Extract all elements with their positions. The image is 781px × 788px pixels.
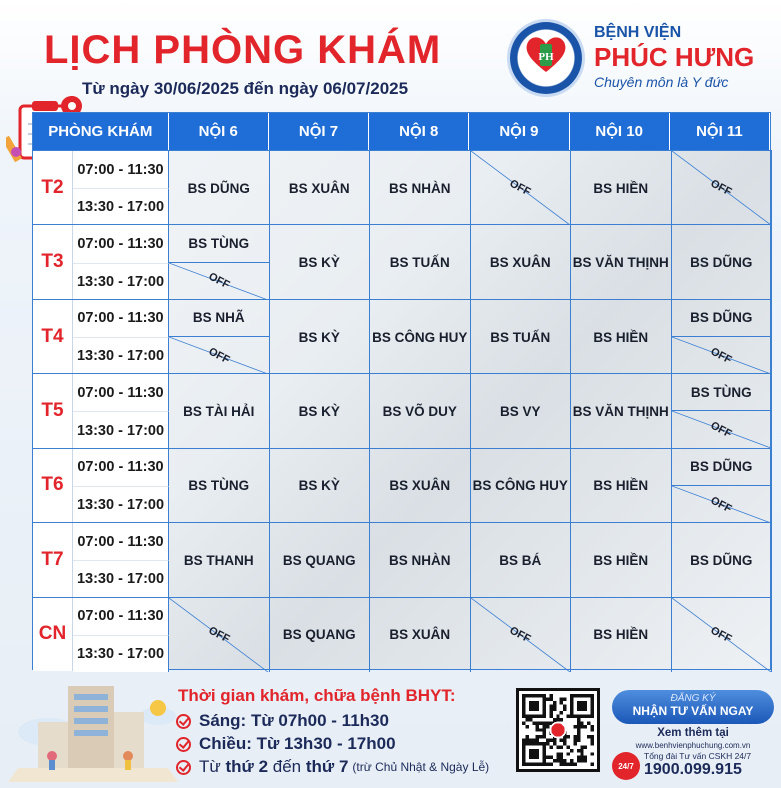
doctor-cell: BS DŨNG	[672, 225, 773, 299]
doctor-cell: BS TÙNG	[169, 449, 270, 523]
morning-shift-time: 07:00 - 11:30	[73, 225, 169, 262]
off-cell	[672, 151, 773, 225]
logo-monogram: PH	[538, 51, 554, 63]
off-label: OFF	[708, 494, 734, 515]
doctor-cell: BS NHÀN	[370, 151, 471, 225]
doctor-cell: BS XUÂN	[370, 449, 471, 523]
off-label: OFF	[708, 419, 734, 441]
off-cell	[672, 411, 773, 448]
morning-shift-time: 07:00 - 11:30	[73, 449, 169, 486]
afternoon-shift-time: 13:30 - 17:00	[73, 486, 169, 523]
afternoon-shift-time: 13:30 - 17:00	[73, 635, 169, 672]
doctor-cell: BS XUÂN	[471, 225, 572, 299]
phone-24-7-icon: 24/7	[612, 752, 640, 780]
qr-code[interactable]	[516, 688, 600, 772]
doctor-cell: BS HIỀN	[571, 151, 672, 225]
bhyt-title: Thời gian khám, chữa bệnh BHYT:	[178, 686, 456, 705]
check-circle-icon	[176, 760, 191, 775]
afternoon-shift-time: 13:30 - 17:00	[73, 337, 169, 374]
doctor-cell: BS QUANG	[270, 598, 371, 672]
doctor-cell: BS NHÀN	[370, 523, 471, 597]
day-label: T6	[33, 449, 73, 522]
afternoon-shift-time: 13:30 - 17:00	[73, 263, 169, 300]
morning-shift-time: 07:00 - 11:30	[73, 374, 169, 411]
doctor-cell: BS VÕ DUY	[370, 374, 471, 448]
check-circle-icon	[176, 737, 191, 752]
day-label: T2	[33, 151, 73, 224]
doctor-cell: BS VY	[471, 374, 572, 448]
doctor-cell: BS HIỀN	[571, 300, 672, 374]
doctor-cell: BS NHÃ	[169, 300, 270, 337]
doctor-cell: BS TUẤN	[370, 225, 471, 299]
off-label: OFF	[206, 345, 232, 367]
doctor-cell: BS TÙNG	[672, 374, 773, 411]
off-label: OFF	[708, 177, 734, 199]
website-link[interactable]: www.benhvienphuchung.com.vn	[635, 741, 751, 750]
doctor-cell: BS DŨNG	[672, 449, 773, 486]
logo-name-line1: BỆNH VIỆN	[594, 24, 682, 41]
doctor-cell: BS DŨNG	[672, 300, 773, 337]
doctor-cell: BS QUANG	[270, 523, 371, 597]
doctor-cell: BS CÔNG HUY	[370, 300, 471, 374]
day-label: CN	[33, 598, 73, 671]
page-title: LỊCH PHÒNG KHÁM	[44, 28, 442, 72]
day-row	[33, 224, 772, 298]
day-label: T5	[33, 374, 73, 447]
qr-code-pattern	[522, 694, 594, 766]
register-consultation-button[interactable]: ĐĂNG KÝ NHẬN TƯ VẤN NGAY	[612, 690, 774, 724]
logo-slogan: Chuyên môn là Y đức	[594, 74, 729, 90]
off-label: OFF	[206, 270, 232, 292]
room-header: NỘI 9	[469, 113, 569, 150]
day-row	[33, 299, 772, 373]
day-row	[33, 150, 772, 224]
room-header: NỘI 10	[570, 113, 670, 150]
doctor-cell: BS KỲ	[270, 300, 371, 374]
afternoon-shift-time: 13:30 - 17:00	[73, 560, 169, 597]
table-header-row	[33, 113, 770, 150]
afternoon-shift-time: 13:30 - 17:00	[73, 188, 169, 225]
off-cell	[672, 486, 773, 523]
off-label: OFF	[206, 624, 232, 646]
schedule-table	[32, 112, 771, 670]
morning-shift-time: 07:00 - 11:30	[73, 523, 169, 560]
hospital-logo	[510, 18, 770, 98]
off-label: OFF	[708, 624, 734, 646]
day-label: T3	[33, 225, 73, 298]
doctor-cell: BS THANH	[169, 523, 270, 597]
off-label: OFF	[708, 345, 734, 367]
doctor-cell: BS DŨNG	[169, 151, 270, 225]
bhyt-morning: Sáng: Từ 07h00 - 11h30	[176, 711, 389, 731]
afternoon-shift-time: 13:30 - 17:00	[73, 411, 169, 448]
room-header: NỘI 11	[670, 113, 770, 150]
doctor-cell: BS KỲ	[270, 225, 371, 299]
doctor-cell: BS XUÂN	[370, 598, 471, 672]
room-header: NỘI 8	[369, 113, 469, 150]
header-corner-label: PHÒNG KHÁM	[33, 113, 169, 150]
doctor-cell: BS KỲ	[270, 449, 371, 523]
room-header: NỘI 6	[169, 113, 269, 150]
hospital-building-illustration	[8, 672, 178, 784]
day-label: T7	[33, 523, 73, 596]
day-label: T4	[33, 300, 73, 373]
doctor-cell: BS CÔNG HUY	[471, 449, 572, 523]
doctor-cell: BS HIỀN	[571, 523, 672, 597]
doctor-cell: BS VĂN THỊNH	[571, 225, 672, 299]
bhyt-afternoon: Chiều: Từ 13h30 - 17h00	[176, 734, 396, 754]
off-label: OFF	[507, 177, 533, 199]
check-circle-icon	[176, 714, 191, 729]
heart-logo-icon	[524, 34, 568, 74]
room-header: NỘI 7	[269, 113, 369, 150]
doctor-cell: BS BÁ	[471, 523, 572, 597]
hotline-caption: Tổng đài Tư vấn CSKH 24/7	[644, 751, 752, 761]
date-range: Từ ngày 30/06/2025 đến ngày 06/07/2025	[82, 79, 409, 98]
off-cell	[471, 151, 572, 225]
off-cell	[169, 598, 270, 672]
doctor-cell: BS VĂN THỊNH	[571, 374, 672, 448]
logo-name-line2: PHÚC HƯNG	[594, 42, 755, 72]
day-row	[33, 522, 772, 596]
doctor-cell: BS HIỀN	[571, 598, 672, 672]
off-label: OFF	[507, 624, 533, 646]
day-row	[33, 448, 772, 522]
off-cell	[169, 337, 270, 374]
bhyt-days: Từ thứ 2 đến thứ 7 (trừ Chủ Nhật & Ngày Lễ)	[176, 757, 489, 777]
off-cell	[471, 598, 572, 672]
doctor-cell: BS HIỀN	[571, 449, 672, 523]
doctor-cell: BS TÙNG	[169, 225, 270, 262]
off-cell	[169, 263, 270, 300]
doctor-cell: BS TUẤN	[471, 300, 572, 374]
morning-shift-time: 07:00 - 11:30	[73, 151, 169, 188]
doctor-cell: BS TÀI HẢI	[169, 374, 270, 448]
doctor-cell: BS XUÂN	[270, 151, 371, 225]
see-more-label: Xem thêm tại	[657, 727, 729, 739]
hotline-number[interactable]: 1900.099.915	[644, 761, 742, 778]
morning-shift-time: 07:00 - 11:30	[73, 598, 169, 635]
day-row	[33, 373, 772, 447]
doctor-cell: BS KỲ	[270, 374, 371, 448]
morning-shift-time: 07:00 - 11:30	[73, 300, 169, 337]
doctor-cell: BS DŨNG	[672, 523, 773, 597]
day-row	[33, 597, 772, 671]
off-cell	[672, 337, 773, 374]
off-cell	[672, 598, 773, 672]
